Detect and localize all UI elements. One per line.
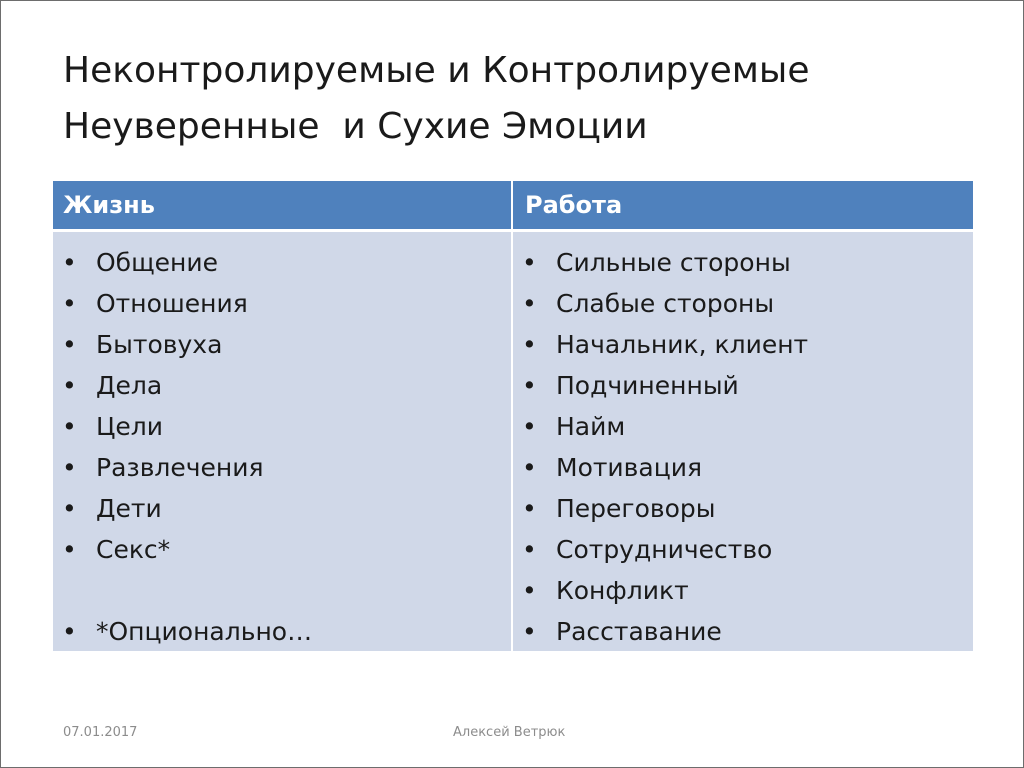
- slide-title: [63, 43, 983, 155]
- footer-author: Алексей Ветрюк: [453, 725, 566, 740]
- life-list: [53, 232, 511, 652]
- work-list: [513, 232, 973, 652]
- comparison-table: [53, 181, 973, 651]
- list-item: • Расставание: [513, 611, 973, 652]
- footer-date: 07.01.2017: [63, 725, 138, 740]
- header-life: Жизнь: [53, 181, 511, 229]
- list-item: • Слабые стороны: [513, 283, 973, 324]
- life-column: [53, 232, 511, 651]
- list-item: • Мотивация: [513, 447, 973, 488]
- list-item: • Найм: [513, 406, 973, 447]
- table-header-row: [53, 181, 973, 229]
- list-item: • Дети: [53, 488, 511, 529]
- list-item: • Начальник, клиент: [513, 324, 973, 365]
- list-spacer: [53, 570, 511, 611]
- list-item: • Сильные стороны: [513, 242, 973, 283]
- list-item: • Отношения: [53, 283, 511, 324]
- footnote-item: • *Опционально…: [53, 611, 511, 652]
- header-work: Работа: [513, 181, 973, 229]
- list-item: • Переговоры: [513, 488, 973, 529]
- list-item: • Дела: [53, 365, 511, 406]
- list-item: • Подчиненный: [513, 365, 973, 406]
- list-item: • Сотрудничество: [513, 529, 973, 570]
- list-item: • Секс*: [53, 529, 511, 570]
- list-item: • Цели: [53, 406, 511, 447]
- work-column: [513, 232, 973, 651]
- list-item: • Бытовуха: [53, 324, 511, 365]
- title-line-1: Неконтролируемые и Контролируемые: [63, 50, 810, 91]
- list-item: • Общение: [53, 242, 511, 283]
- title-line-2: Неуверенные и Сухие Эмоции: [63, 106, 648, 147]
- list-item: • Конфликт: [513, 570, 973, 611]
- list-item: • Развлечения: [53, 447, 511, 488]
